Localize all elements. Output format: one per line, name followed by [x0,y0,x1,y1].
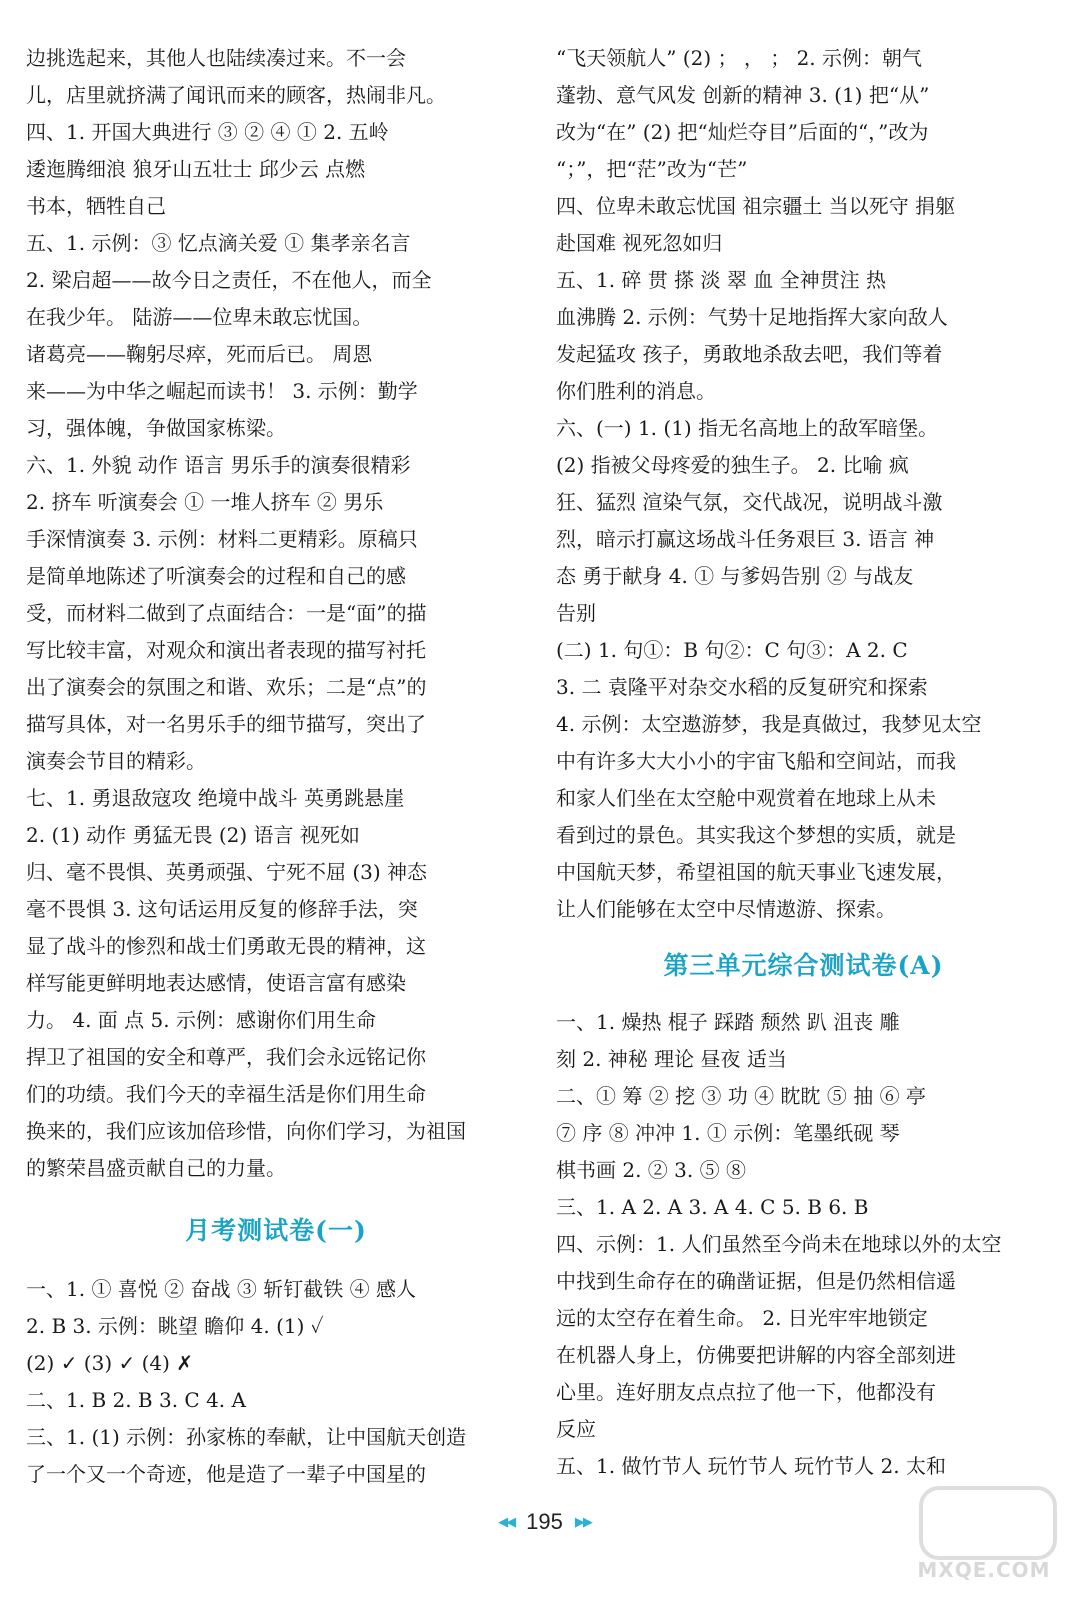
answer-line: 受，而材料二做到了点面结合：一是“面”的描 [26,601,427,625]
answer-line: 一、1. 燥热 棍子 踩踏 颓然 趴 沮丧 雕 [556,1010,900,1034]
answer-line: 刻 2. 神秘 理论 昼夜 适当 [556,1047,787,1071]
answer-line: 了一个又一个奇迹，他是造了一辈子中国星的 [26,1462,426,1486]
answer-line: (2) ✓ (3) ✓ (4) ✗ [26,1351,194,1375]
answer-line: 样写能更鲜明地表达感情，使语言富有感染 [26,971,406,995]
answer-line: 儿，店里就挤满了闻讯而来的顾客，热闹非凡。 [26,83,446,107]
answer-line: 捍卫了祖国的安全和尊严，我们会永远铭记你 [26,1045,426,1069]
answer-line: 中找到生命存在的确凿证据，但是仍然相信遥 [556,1269,956,1293]
answer-line: 出了演奏会的氛围之和谐、欢乐；二是“点”的 [26,675,427,699]
right-answers-part-1 [556,40,1051,928]
answer-line: 反应 [556,1417,596,1441]
answer-line: ⑦ 序 ⑧ 冲冲 1. ① 示例：笔墨纸砚 琴 [556,1121,900,1145]
answer-line: 狂、猛烈 渲染气氛，交代战况，说明战斗激 [556,490,943,514]
answer-line: 五、1. 做竹节人 玩竹节人 玩竹节人 2. 太和 [556,1454,946,1478]
answer-line: 你们胜利的消息。 [556,379,716,403]
answer-line: 的繁荣昌盛贡献自己的力量。 [26,1156,286,1180]
answer-line: 显了战斗的惨烈和战士们勇敢无畏的精神，这 [26,934,426,958]
answer-line: 换来的，我们应该加倍珍惜，向你们学习，为祖国 [26,1119,466,1143]
answer-line: 归、毫不畏惧、英勇顽强、宁死不屈 (3) 神态 [26,860,428,884]
answer-line: 是简单地陈述了听演奏会的过程和自己的感 [26,564,406,588]
answer-line: 四、位卑未敢忘忧国 祖宗疆土 当以死守 捐躯 [556,194,956,218]
answer-line: 四、示例：1. 人们虽然至今尚未在地球以外的太空 [556,1232,1002,1256]
answer-line: 毫不畏惧 3. 这句话运用反复的修辞手法，突 [26,897,418,921]
left-answers-part-2 [26,1271,526,1493]
left-answers-part-1 [26,40,526,1187]
answer-line: 2. 梁启超——故今日之责任，不在他人，而全 [26,268,432,292]
answer-line: 心里。连好朋友点点拉了他一下，他都没有 [556,1380,936,1404]
answer-line: 逶迤腾细浪 狼牙山五壮士 邱少云 点燃 [26,157,366,181]
answer-line: 演奏会节目的精彩。 [26,749,206,773]
answer-line: 描写具体，对一名男乐手的细节描写，突出了 [26,712,426,736]
answer-line: 血沸腾 2. 示例：气势十足地指挥大家向敌人 [556,305,948,329]
left-column [26,40,526,1493]
section-title-unit-three-test: 第三单元综合测试卷(A) [663,951,944,980]
answer-line: 一、1. ① 喜悦 ② 奋战 ③ 斩钉截铁 ④ 感人 [26,1277,416,1301]
answer-line: 中国航天梦，希望祖国的航天事业飞速发展， [556,860,956,884]
answer-line: 蓬勃、意气风发 创新的精神 3. (1) 把“从” [556,83,930,107]
page-number: 195 [526,1509,563,1534]
answer-line: (二) 1. 句①：B 句②：C 句③：A 2. C [556,638,908,662]
answer-line: 3. 二 袁隆平对杂交水稻的反复研究和探索 [556,675,928,699]
answer-line: 2. B 3. 示例：眺望 瞻仰 4. (1) ✓ [26,1314,324,1338]
answer-line: 看到过的景色。其实我这个梦想的实质，就是 [556,823,956,847]
right-answers-part-2 [556,1004,1051,1485]
section-title-monthly-test: 月考测试卷(一) [185,1216,367,1245]
answer-line: 三、1. (1) 示例：孙家栋的奉献，让中国航天创造 [26,1425,467,1449]
answer-line: 们的功绩。我们今天的幸福生活是你们用生命 [26,1082,426,1106]
watermark-badge-icon [919,1486,1057,1560]
answer-line: 和家人们坐在太空舱中观赏着在地球上从未 [556,786,936,810]
answer-line: 改为“在” (2) 把“灿烂夺目”后面的“，”改为 [556,120,929,144]
answer-line: “；”，把“茫”改为“芒” [556,157,748,181]
watermark-logo [909,1482,1059,1582]
answer-line: 三、1. A 2. A 3. A 4. C 5. B 6. B [556,1195,869,1219]
answer-line: 二、1. B 2. B 3. C 4. A [26,1388,246,1412]
answer-line: 六、1. 外貌 动作 语言 男乐手的演奏很精彩 [26,453,411,477]
answer-line: 手深情演奏 3. 示例：材料二更精彩。原稿只 [26,527,418,551]
answer-line: “飞天领航人” (2) ； ， ； 2. 示例：朝气 [556,46,923,70]
answer-line: 四、1. 开国大典进行 ③ ② ④ ① 2. 五岭 [26,120,389,144]
answer-line: 五、1. 示例：③ 忆点滴关爱 ① 集孝亲名言 [26,231,411,255]
answer-line: 习，强体魄，争做国家栋梁。 [26,416,286,440]
answer-line: (2) 指被父母疼爱的独生子。 2. 比喻 疯 [556,453,909,477]
answer-line: 六、(一) 1. (1) 指无名高地上的敌军暗堡。 [556,416,939,440]
answer-line: 告别 [556,601,596,625]
watermark-text: MXQE.COM [917,1558,1051,1582]
right-column [556,40,1051,1485]
answer-line: 发起猛攻 孩子，勇敢地杀敌去吧，我们等着 [556,342,943,366]
answer-line: 来——为中华之崛起而读书！ 3. 示例：勤学 [26,379,418,403]
answer-line: 二、① 筹 ② 挖 ③ 功 ④ 眈眈 ⑤ 抽 ⑥ 亭 [556,1084,926,1108]
answer-line: 赴国难 视死忽如归 [556,231,723,255]
answer-line: 远的太空存在着生命。 2. 日光牢牢地锁定 [556,1306,928,1330]
answer-line: 中有许多大大小小的宇宙飞船和空间站，而我 [556,749,956,773]
answer-line: 2. (1) 动作 勇猛无畏 (2) 语言 视死如 [26,823,360,847]
answer-line: 4. 示例：太空遨游梦，我是真做过，我梦见太空 [556,712,982,736]
answer-line: 七、1. 勇退敌寇攻 绝境中战斗 英勇跳悬崖 [26,786,405,810]
answer-line: 写比较丰富，对观众和演出者表现的描写衬托 [26,638,426,662]
answer-line: 力。 4. 面 点 5. 示例：感谢你们用生命 [26,1008,376,1032]
answer-line: 2. 挤车 听演奏会 ① 一堆人挤车 ② 男乐 [26,490,384,514]
answer-line: 在我少年。 陆游——位卑未敢忘忧国。 [26,305,373,329]
answer-line: 在机器人身上，仿佛要把讲解的内容全部刻进 [556,1343,956,1367]
answer-line: 诸葛亮——鞠躬尽瘁，死而后已。 周恩 [26,342,373,366]
answer-line: 烈，暗示打赢这场战斗任务艰巨 3. 语言 神 [556,527,935,551]
previous-arrows-icon: ◀◀ [498,1514,515,1530]
answer-line: 五、1. 碎 贯 搽 淡 翠 血 全神贯注 热 [556,268,886,292]
answer-line: 棋书画 2. ② 3. ⑤ ⑧ [556,1158,746,1182]
next-arrows-icon: ▶▶ [574,1514,591,1530]
answer-line: 态 勇于献身 4. ① 与爹妈告别 ② 与战友 [556,564,914,588]
answer-line: 让人们能够在太空中尽情遨游、探索。 [556,897,896,921]
answer-line: 书本，牺牲自己 [26,194,166,218]
answer-line: 边挑选起来，其他人也陆续凑过来。不一会 [26,46,406,70]
